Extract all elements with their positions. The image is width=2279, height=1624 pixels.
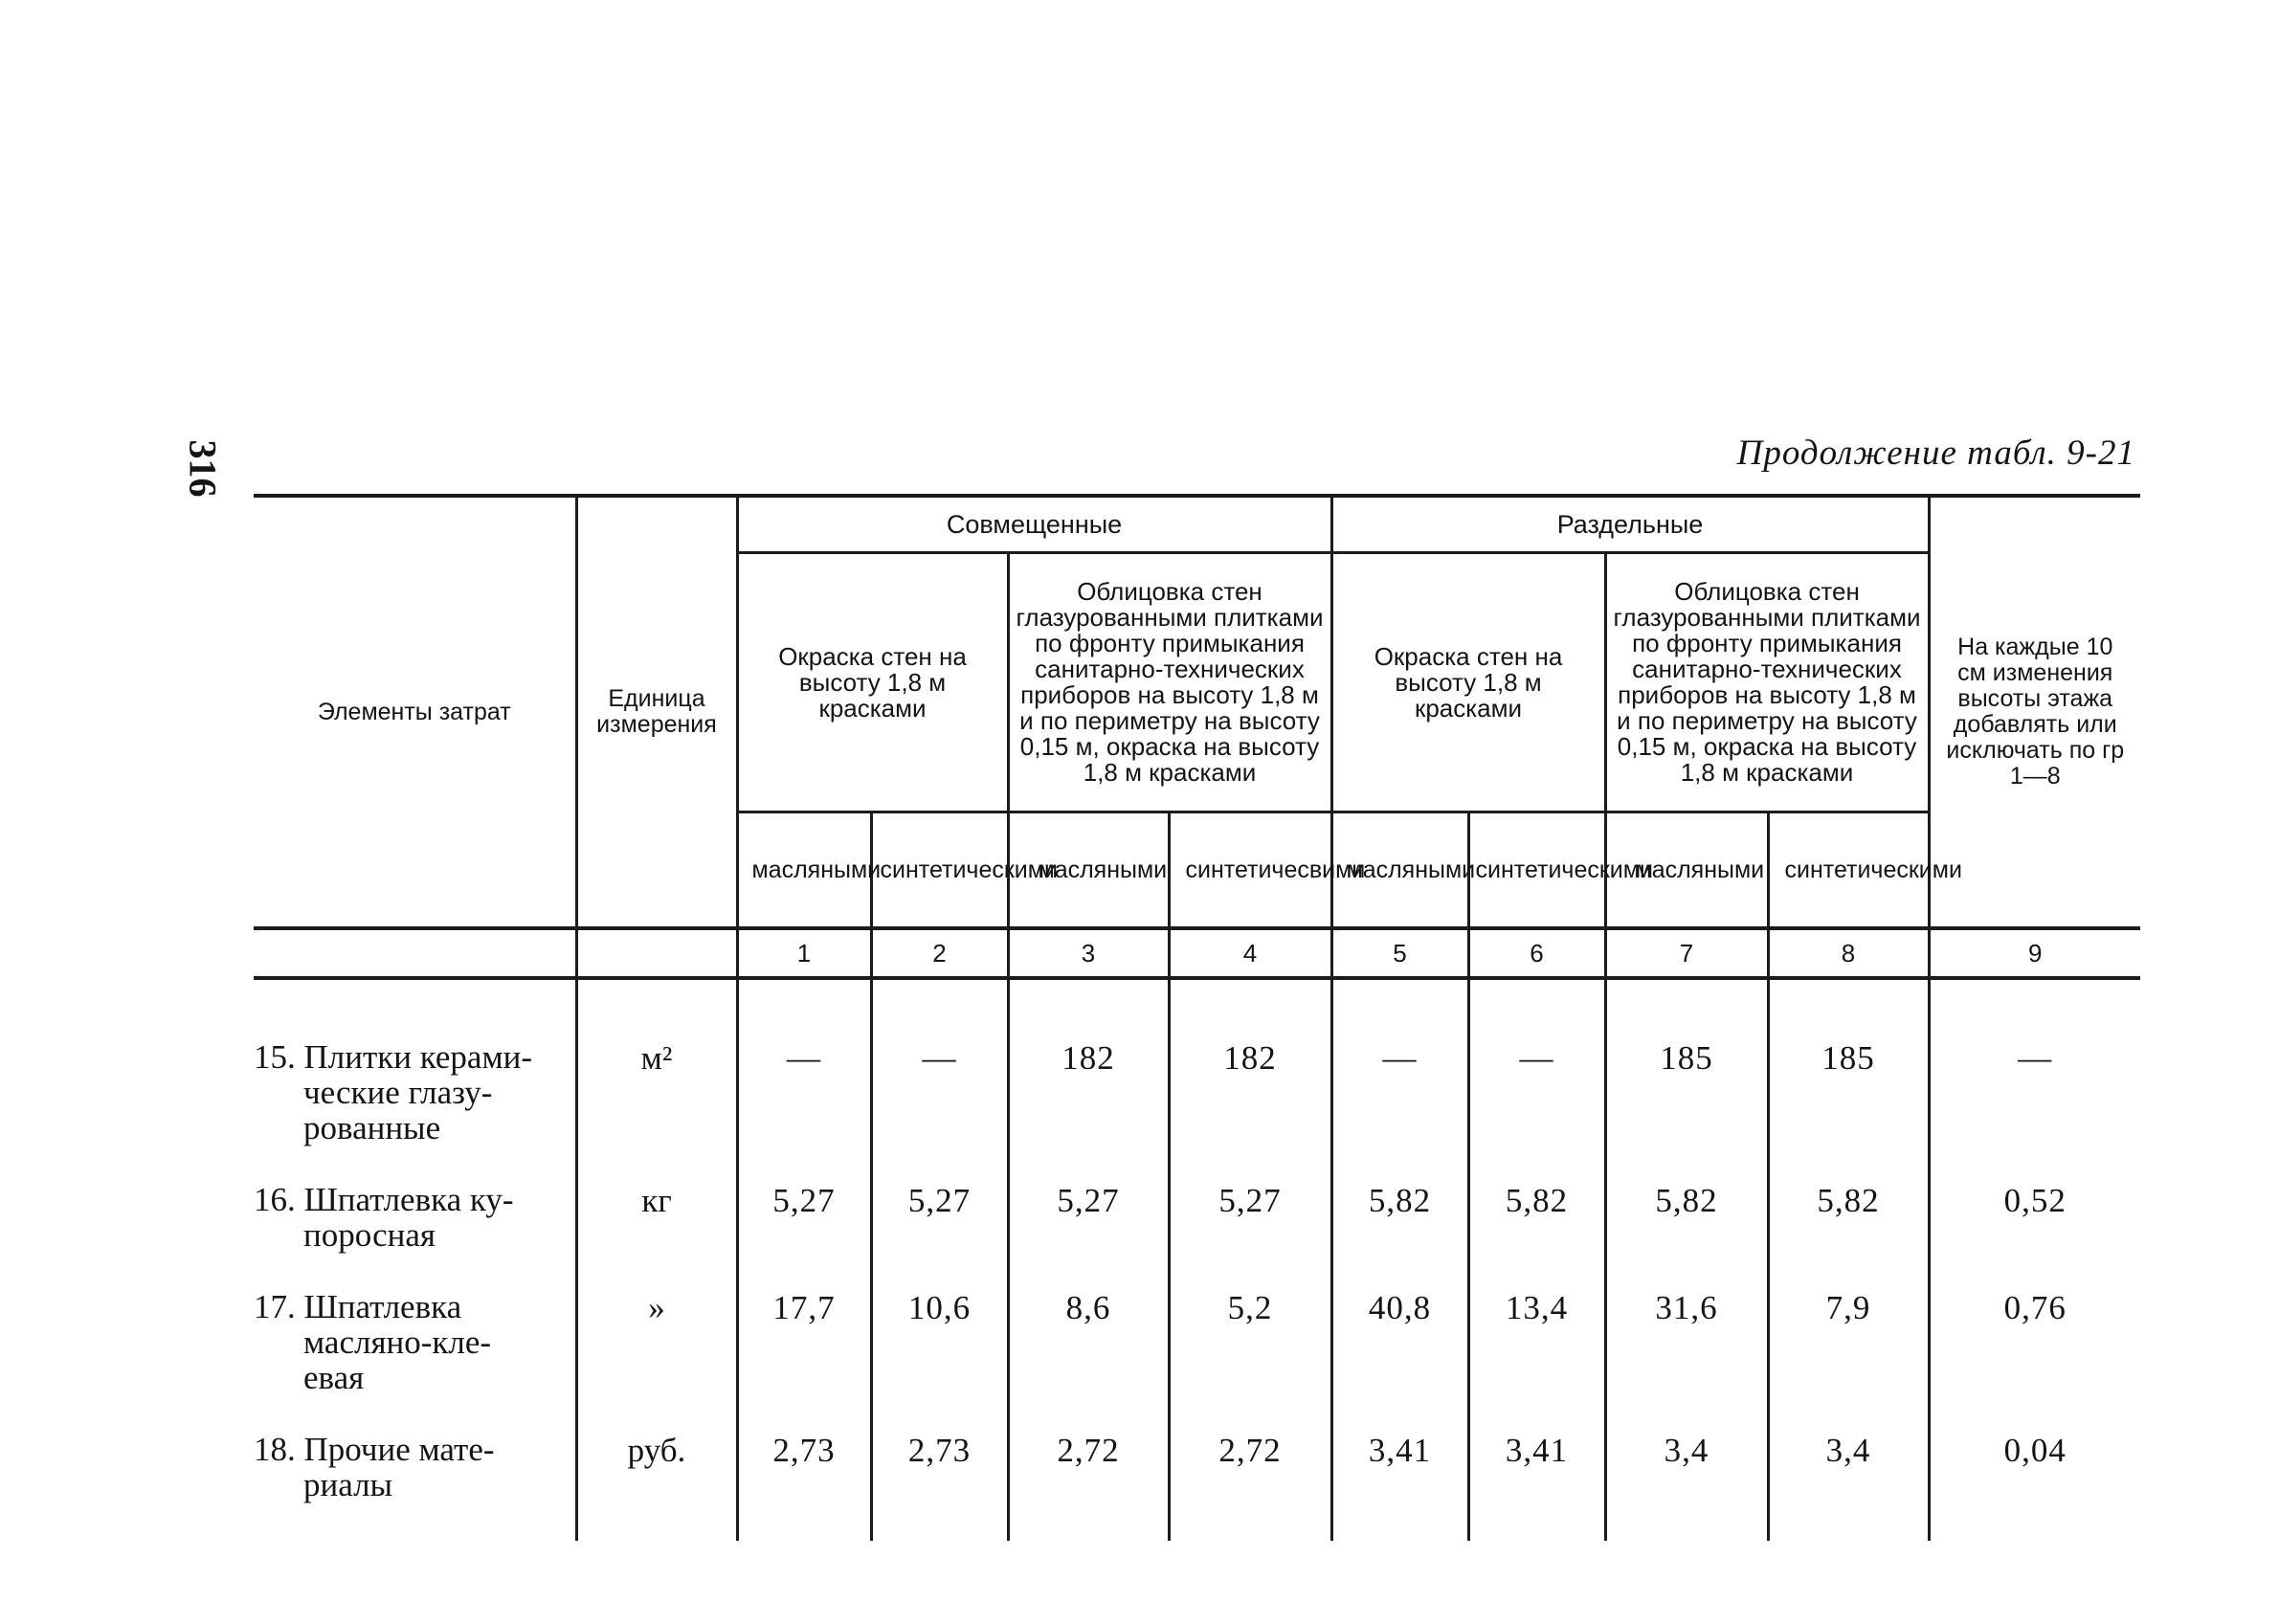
row-value: 10,6 — [871, 1253, 1008, 1395]
header-sub-oil-1: масляными — [737, 812, 871, 929]
row-name-line: 18. Прочие мате- — [254, 1431, 495, 1468]
row-name-line: евая — [303, 1359, 365, 1396]
table-row — [254, 1146, 2140, 1253]
header-number-9: 9 — [1929, 928, 2140, 978]
table-row — [254, 991, 2140, 1146]
row-value: 3,4 — [1605, 1395, 1768, 1541]
row-value: — — [1331, 991, 1468, 1146]
row-value: 2,73 — [737, 1395, 871, 1541]
row-unit: м² — [576, 991, 737, 1146]
row-value: 182 — [1169, 991, 1331, 1146]
row-value: 3,41 — [1331, 1395, 1468, 1541]
table-row — [254, 1395, 2140, 1541]
header-sub-synth-4: синтетичесвими — [1169, 812, 1331, 929]
header-number-1: 1 — [737, 928, 871, 978]
header-number-4: 4 — [1169, 928, 1331, 978]
header-number-blank-unit — [576, 928, 737, 978]
row-name — [254, 991, 576, 1146]
row-value: 5,82 — [1468, 1146, 1605, 1253]
row-value: 182 — [1008, 991, 1169, 1146]
header-separate-paint-text: Окраска стен на высоту 1,8 м красками — [1374, 641, 1563, 723]
row-unit: руб. — [576, 1395, 737, 1541]
page-number: 316 — [181, 439, 225, 498]
row-value: 13,4 — [1468, 1253, 1605, 1395]
header-number-8: 8 — [1768, 928, 1929, 978]
cost-elements-table — [254, 494, 2140, 1541]
row-value: 5,82 — [1768, 1146, 1929, 1253]
header-sub-oil-7: масляными — [1605, 812, 1768, 929]
row-value: 2,73 — [871, 1395, 1008, 1541]
table-row — [254, 1253, 2140, 1395]
row-value: 0,76 — [1929, 1253, 2140, 1395]
header-extra-text: На каждые 10 см изменения высоты этажа добавлять или исключать по гр 1—8 — [1946, 634, 2125, 790]
row-value: 5,27 — [1169, 1146, 1331, 1253]
row-name — [254, 1253, 576, 1395]
row-name-line: ческие глазу- — [303, 1074, 493, 1111]
row-name-line: 17. Шпатлевка — [254, 1288, 462, 1325]
row-unit: кг — [576, 1146, 737, 1253]
header-sub-synth-6: синтетическими — [1468, 812, 1605, 929]
row-value: 2,72 — [1169, 1395, 1331, 1541]
row-value: — — [737, 991, 871, 1146]
row-value: 5,2 — [1169, 1253, 1331, 1395]
row-value: 0,52 — [1929, 1146, 2140, 1253]
header-number-6: 6 — [1468, 928, 1605, 978]
header-sub-synth-8: синтетическими — [1768, 812, 1929, 929]
header-unit — [576, 496, 737, 928]
header-sub-synth-2: синтетическими — [871, 812, 1008, 929]
row-value: 5,82 — [1605, 1146, 1768, 1253]
row-value: 5,27 — [871, 1146, 1008, 1253]
header-number-5: 5 — [1331, 928, 1468, 978]
row-value: 0,04 — [1929, 1395, 2140, 1541]
row-value: 8,6 — [1008, 1253, 1169, 1395]
row-name-line: рованные — [303, 1109, 441, 1146]
header-combined-tile — [1008, 553, 1331, 812]
row-name-line: 15. Плитки керами- — [254, 1038, 532, 1076]
header-number-7: 7 — [1605, 928, 1768, 978]
row-value: 5,27 — [737, 1146, 871, 1253]
row-value: — — [1468, 991, 1605, 1146]
header-group-separate: Раздельные — [1331, 496, 1929, 553]
header-separate-tile-text: Облицовка стен глазурованными плитками по фронту примыкания санитарно-технических приборов на высоту 1,8 м и по периметру на высоту 0,15 м, окраска на высоту 1,8 м красками — [1613, 577, 1921, 787]
header-number-blank — [254, 928, 576, 978]
row-value: 185 — [1768, 991, 1929, 1146]
header-group-combined: Совмещенные — [737, 496, 1331, 553]
row-unit: » — [576, 1253, 737, 1395]
header-number-3: 3 — [1008, 928, 1169, 978]
header-sub-oil-5: масляными — [1331, 812, 1468, 929]
header-sub-oil-3: масляными — [1008, 812, 1169, 929]
header-unit-text: Единица измерения — [596, 685, 717, 738]
row-name — [254, 1146, 576, 1253]
table-continuation-title: Продолжение табл. 9-21 — [1736, 434, 2135, 473]
row-value: — — [871, 991, 1008, 1146]
row-value: 17,7 — [737, 1253, 871, 1395]
header-combined-tile-text: Облицовка стен глазурованными плитками по фронту примыкания санитарно-технических приборов на высоту 1,8 м и по периметру на высоту 0,15 м, окраска на высоту 1,8 м красками — [1016, 577, 1324, 787]
row-name-line: поросная — [303, 1216, 436, 1254]
row-name-line: масляно-кле- — [303, 1324, 492, 1361]
row-value: 3,4 — [1768, 1395, 1929, 1541]
header-separate-tile — [1605, 553, 1929, 812]
header-separate-paint — [1331, 553, 1605, 812]
row-value: — — [1929, 991, 2140, 1146]
row-value: 3,41 — [1468, 1395, 1605, 1541]
row-name-line: риалы — [303, 1466, 393, 1503]
row-name-line: 16. Шпатлевка ку- — [254, 1181, 514, 1218]
row-value: 2,72 — [1008, 1395, 1169, 1541]
row-value: 185 — [1605, 991, 1768, 1146]
row-value: 7,9 — [1768, 1253, 1929, 1395]
row-value: 5,27 — [1008, 1146, 1169, 1253]
header-elements: Элементы затрат — [254, 496, 576, 928]
row-value: 40,8 — [1331, 1253, 1468, 1395]
row-name — [254, 1395, 576, 1541]
header-number-2: 2 — [871, 928, 1008, 978]
row-value: 5,82 — [1331, 1146, 1468, 1253]
header-combined-paint-text: Окраска стен на высоту 1,8 м красками — [778, 641, 967, 723]
row-value: 31,6 — [1605, 1253, 1768, 1395]
header-combined-paint — [737, 553, 1008, 812]
